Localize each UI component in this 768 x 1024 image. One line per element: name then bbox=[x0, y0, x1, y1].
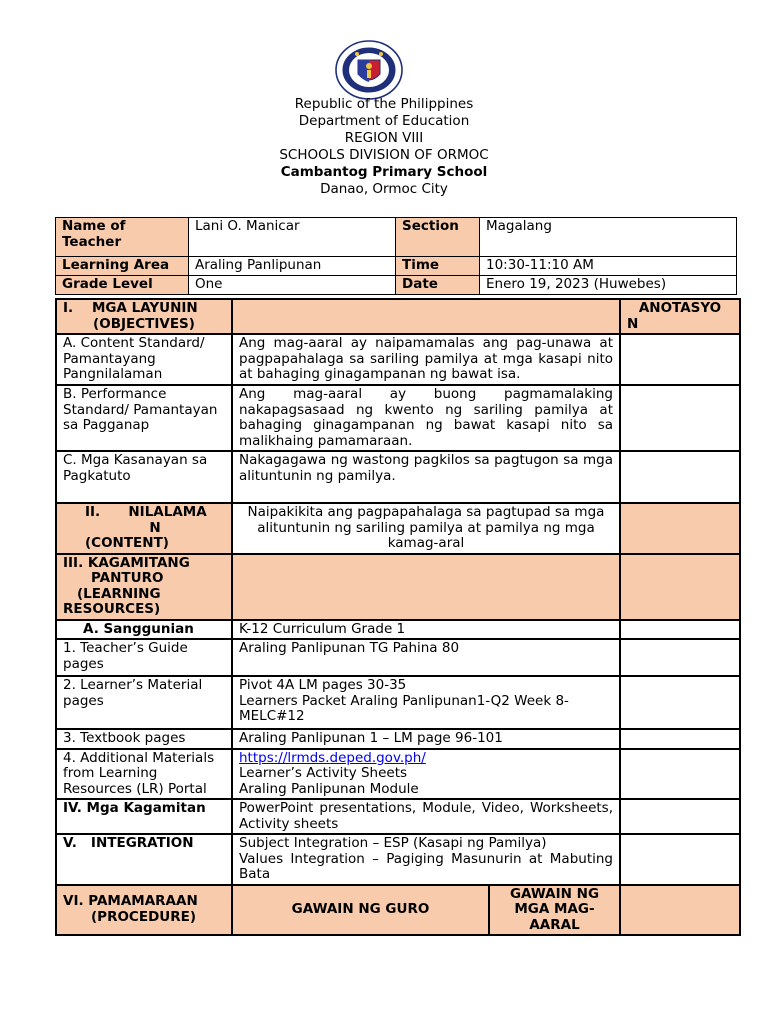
performance-standard-value: Ang mag-aaral ay buong pagmamalaking nakapagsasaad ng kwento ng sariling pamilya at bahaging ginagampanan ng bawat kasapi nito sa malikhaing pamamaraan. bbox=[232, 385, 620, 451]
resources-annotation bbox=[620, 554, 740, 620]
integration-label: V. INTEGRATION bbox=[56, 834, 232, 885]
header-division: SCHOOLS DIVISION OF ORMOC bbox=[279, 147, 489, 163]
kagamitan-value: PowerPoint presentations, Module, Video, Worksheets, Activity sheets bbox=[232, 799, 620, 834]
learners-material-label: 2. Learner’s Material pages bbox=[56, 676, 232, 729]
resources-heading: III. KAGAMITANG PANTURO (LEARNING RESOURCES) bbox=[56, 554, 232, 620]
textbook-annotation bbox=[620, 729, 740, 749]
teachers-guide-annotation bbox=[620, 639, 740, 676]
date-value: Enero 19, 2023 (Huwebes) bbox=[480, 276, 737, 295]
header-republic: Republic of the Philippines bbox=[294, 96, 474, 112]
teacher-value: Lani O. Manicar bbox=[189, 218, 396, 257]
competency-label: C. Mga Kasanayan sa Pagkatuto bbox=[56, 451, 232, 503]
additional-materials-label: 4. Additional Materials from Learning Resources (LR) Portal bbox=[56, 749, 232, 800]
content-standard-value: Ang mag-aaral ay naipamamalas ang pag-unawa at pagpapahalaga sa sariling pamilya at mga kasapi nito at bahaging ginagampanan ng bawat isa. bbox=[232, 334, 620, 385]
integration-annotation bbox=[620, 834, 740, 885]
learners-material-value: Pivot 4A LM pages 30-35 Learners Packet Araling Panlipunan1-Q2 Week 8-MELC#12 bbox=[232, 676, 620, 729]
sanggunian-value: K-12 Curriculum Grade 1 bbox=[232, 620, 620, 640]
competency-annotation bbox=[620, 451, 740, 503]
performance-standard-label: B. Performance Standard/ Pamantayan sa Pagganap bbox=[56, 385, 232, 451]
additional-materials-value: https://lrmds.deped.gov.ph/ Learner’s Activity Sheets Araling Panlipunan Module bbox=[232, 749, 620, 800]
sanggunian-label: A. Sanggunian bbox=[56, 620, 232, 640]
section-label: Section bbox=[396, 218, 480, 257]
resources-blank bbox=[232, 554, 620, 620]
learners-material-annotation bbox=[620, 676, 740, 729]
integration-value: Subject Integration – ESP (Kasapi ng Pamilya) Values Integration – Pagiging Masunurin at Mabuting Bata bbox=[232, 834, 620, 885]
content-annotation bbox=[620, 503, 740, 554]
performance-standard-annotation bbox=[620, 385, 740, 451]
grade-level-label: Grade Level bbox=[56, 276, 189, 295]
date-label: Date bbox=[396, 276, 480, 295]
document-header bbox=[0, 96, 768, 198]
lesson-plan-table bbox=[55, 298, 741, 936]
textbook-value: Araling Panlipunan 1 – LM page 96-101 bbox=[232, 729, 620, 749]
header-region: REGION VIII bbox=[344, 130, 424, 146]
additional-materials-annotation bbox=[620, 749, 740, 800]
header-address: Danao, Ormoc City bbox=[320, 181, 448, 197]
time-value: 10:30-11:10 AM bbox=[480, 257, 737, 276]
content-value: Naipakikita ang pagpapahalaga sa pagtupad sa mga alituntunin ng sariling pamilya at pamilya ng mga kamag-aral bbox=[232, 503, 620, 554]
kagamitan-label: IV. Mga Kagamitan bbox=[56, 799, 232, 834]
procedure-heading: VI. PAMAMARAAN (PROCEDURE) bbox=[56, 885, 232, 936]
grade-level-value: One bbox=[189, 276, 396, 295]
header-school: Cambantog Primary School bbox=[280, 164, 488, 180]
teachers-guide-label: 1. Teacher’s Guide pages bbox=[56, 639, 232, 676]
content-standard-label: A. Content Standard/ Pamantayang Pangnilalaman bbox=[56, 334, 232, 385]
gawain-mag-aaral-heading: GAWAIN NG MGA MAG-AARAL bbox=[489, 885, 620, 936]
anotasyon-heading: ANOTASYO N bbox=[620, 299, 740, 334]
objectives-heading-blank bbox=[232, 299, 620, 334]
content-heading: II. NILALAMA N (CONTENT) bbox=[56, 503, 232, 554]
procedure-annotation bbox=[620, 885, 740, 936]
gawain-guro-heading: GAWAIN NG GURO bbox=[232, 885, 489, 936]
content-standard-annotation bbox=[620, 334, 740, 385]
time-label: Time bbox=[396, 257, 480, 276]
objectives-heading: I. MGA LAYUNIN (OBJECTIVES) bbox=[56, 299, 232, 334]
teachers-guide-value: Araling Panlipunan TG Pahina 80 bbox=[232, 639, 620, 676]
section-value: Magalang bbox=[480, 218, 737, 257]
textbook-label: 3. Textbook pages bbox=[56, 729, 232, 749]
teacher-label: Name of Teacher bbox=[56, 218, 189, 257]
header-department: Department of Education bbox=[298, 113, 470, 129]
lrmds-link[interactable]: https://lrmds.deped.gov.ph/ bbox=[239, 749, 426, 766]
info-table bbox=[55, 217, 737, 295]
sanggunian-annotation bbox=[620, 620, 740, 640]
learning-area-label: Learning Area bbox=[56, 257, 189, 276]
learning-area-value: Araling Panlipunan bbox=[189, 257, 396, 276]
deped-seal-logo bbox=[334, 40, 404, 100]
kagamitan-annotation bbox=[620, 799, 740, 834]
competency-value: Nakagagawa ng wastong pagkilos sa pagtugon sa mga alituntunin ng pamilya. bbox=[232, 451, 620, 503]
